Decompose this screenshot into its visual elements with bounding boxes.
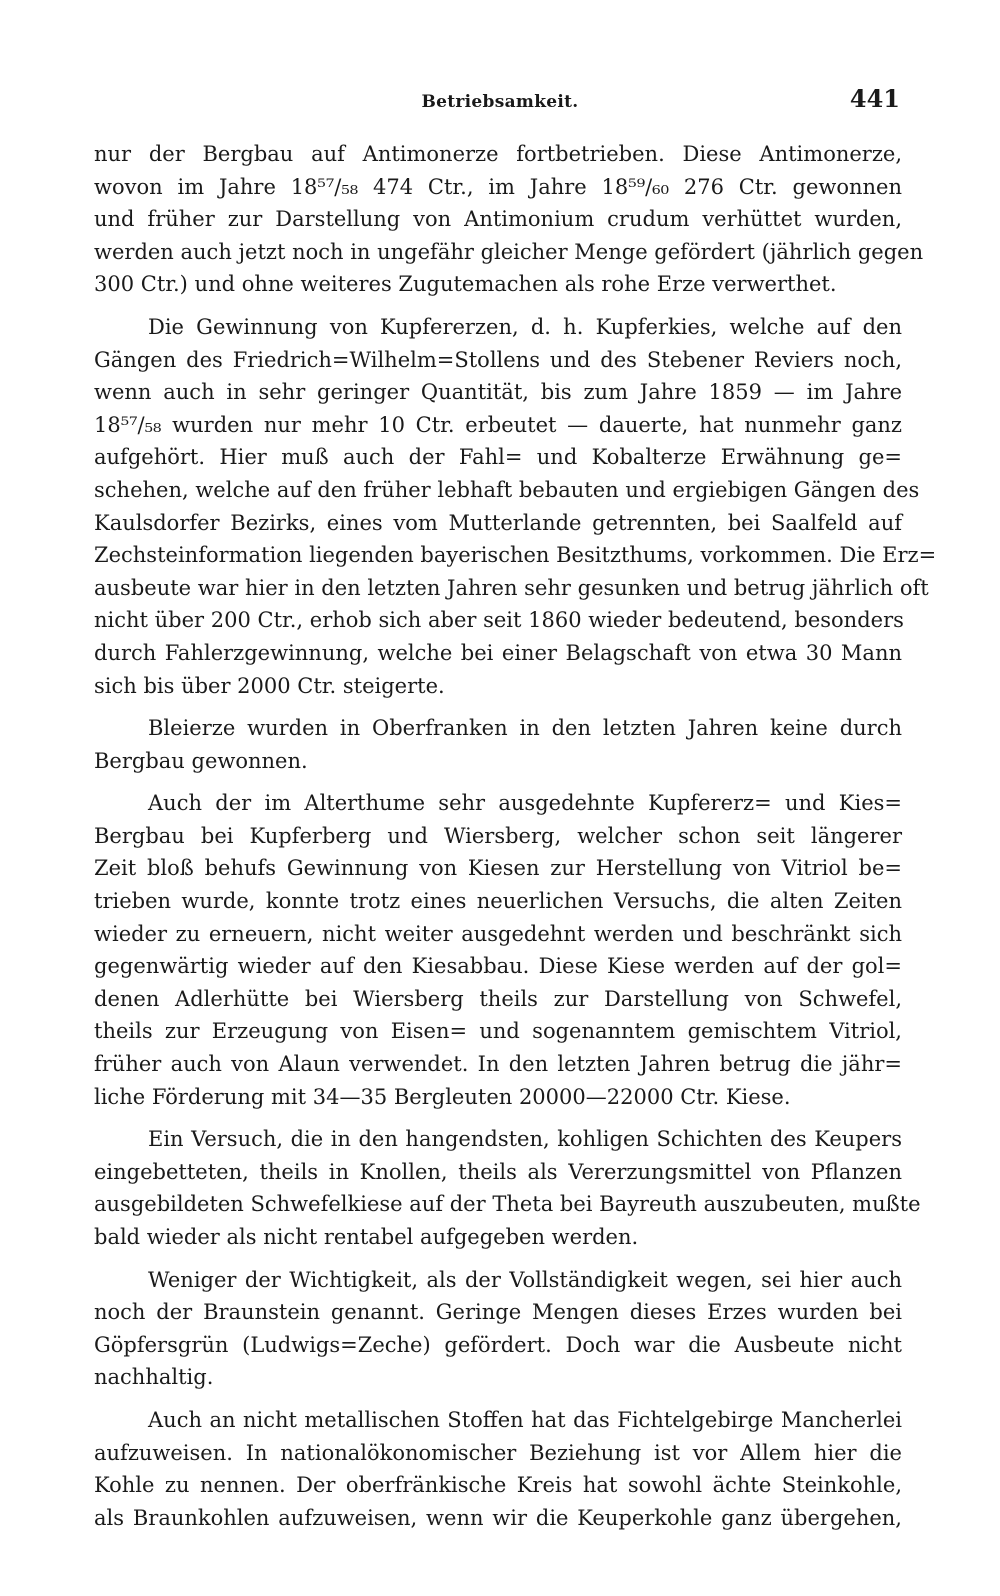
text-line: 300 Ctr.) und ohne weiteres Zugutemachen als rohe Erze verwerthet. [94, 272, 837, 297]
text-line: Bleierze wurden in Oberfranken in den letzten Jahren keine durch [148, 716, 902, 741]
body-text [94, 138, 937, 1544]
text-line: früher auch von Alaun verwendet. In den letzten Jahren betrug die jähr= [94, 1052, 902, 1077]
text-line: nur der Bergbau auf Antimonerze fortbetrieben. Diese Antimonerze, [94, 142, 902, 166]
running-title: Betriebsamkeit. [421, 92, 579, 112]
text-line: Auch an nicht metallischen Stoffen hat das Fichtelgebirge Mancherlei [148, 1407, 902, 1432]
text-line: Zeit bloß behufs Gewinnung von Kiesen zur Herstellung von Vitriol be= [94, 856, 902, 881]
text-line: denen Adlerhütte bei Wiersberg theils zur Darstellung von Schwefel, [94, 986, 902, 1011]
text-line: gegenwärtig wieder auf den Kiesabbau. Diese Kiese werden auf der gol= [94, 954, 902, 979]
text-line: schehen, welche auf den früher lebhaft bebauten und ergiebigen Gängen des [94, 477, 920, 502]
text-line: Kaulsdorfer Bezirks, eines vom Mutterlande getrennten, bei Saalfeld auf [94, 510, 902, 535]
paragraph-lead-ores [94, 712, 902, 777]
text-line: trieben wurde, konnte trotz eines neuerlichen Versuchs, die alten Zeiten [94, 889, 902, 914]
text-line: eingebetteten, theils in Knollen, theils als Vererzungsmittel von Pflanzen [94, 1159, 902, 1184]
text-line: Zechsteinformation liegenden bayerischen Besitzthums, vorkommen. Die Erz= [94, 543, 937, 568]
text-line: wenn auch in sehr geringer Quantität, bis zum Jahre 1859 — im Jahre [94, 380, 902, 405]
text-line: theils zur Erzeugung von Eisen= und sogenanntem gemischtem Vitriol, [94, 1019, 902, 1044]
text-line: ausbeute war hier in den letzten Jahren sehr gesunken und betrug jährlich oft [94, 575, 929, 600]
paragraph-kupferberg-mining [94, 787, 902, 1113]
text-line: Die Gewinnung von Kupfererzen, d. h. Kupferkies, welche auf den [148, 314, 902, 339]
text-line: werden auch jetzt noch in ungefähr gleicher Menge gefördert (jährlich gegen [94, 239, 924, 264]
text-line: Auch der im Alterthume sehr ausgedehnte Kupfererz= und Kies= [148, 791, 902, 816]
paragraph-manganese [94, 1264, 902, 1394]
text-line: nicht über 200 Ctr., erhob sich aber seit 1860 wieder bedeutend, besonders [94, 608, 904, 633]
text-line: liche Förderung mit 34—35 Bergleuten 20000—22000 Ctr. Kiese. [94, 1084, 791, 1109]
page-header [0, 84, 1000, 120]
text-line: Göpfersgrün (Ludwigs=Zeche) gefördert. Doch war die Ausbeute nicht [94, 1332, 902, 1357]
text-line: Kohle zu nennen. Der oberfränkische Kreis hat sowohl ächte Steinkohle, [94, 1473, 902, 1498]
text-line: Bergbau gewonnen. [94, 748, 308, 773]
text-line: wovon im Jahre 18⁵⁷/₅₈ 474 Ctr., im Jahre 18⁵⁹/₆₀ 276 Ctr. gewonnen [94, 174, 902, 199]
text-line: Ein Versuch, die in den hangendsten, kohligen Schichten des Keupers [148, 1127, 902, 1152]
text-line: Weniger der Wichtigkeit, als der Vollständigkeit wegen, sei hier auch [148, 1267, 902, 1292]
text-line: durch Fahlerzgewinnung, welche bei einer Belagschaft von etwa 30 Mann [94, 640, 902, 665]
text-line: aufzuweisen. In nationalökonomischer Beziehung ist vor Allem hier die [94, 1440, 902, 1465]
text-line: aufgehört. Hier muß auch der Fahl= und Kobalterze Erwähnung ge= [94, 445, 902, 470]
paragraph-copper-ores [94, 311, 937, 702]
paragraph-non-metallic [94, 1404, 902, 1534]
text-line: ausgebildeten Schwefelkiese auf der Theta bei Bayreuth auszubeuten, mußte [94, 1192, 921, 1217]
text-line: sich bis über 2000 Ctr. steigerte. [94, 673, 445, 698]
text-line: bald wieder als nicht rentabel aufgegeben werden. [94, 1225, 639, 1249]
paragraph-pyrite-attempt [94, 1123, 921, 1253]
text-line: wieder zu erneuern, nicht weiter ausgedehnt werden und beschränkt sich [94, 921, 902, 946]
text-line: nachhaltig. [94, 1365, 214, 1390]
page-number: 441 [849, 84, 900, 113]
text-line: und früher zur Darstellung von Antimonium crudum verhüttet wurden, [94, 207, 902, 232]
text-line: Gängen des Friedrich=Wilhelm=Stollens und des Stebener Reviers noch, [94, 347, 902, 372]
text-line: als Braunkohlen aufzuweisen, wenn wir die Keuperkohle ganz übergehen, [94, 1505, 902, 1530]
text-line: Bergbau bei Kupferberg und Wiersberg, welcher schon seit längerer [94, 823, 902, 848]
paragraph-antimony [94, 138, 924, 301]
text-line: 18⁵⁷/₅₈ wurden nur mehr 10 Ctr. erbeutet — dauerte, hat nunmehr ganz [94, 412, 902, 437]
text-line: noch der Braunstein genannt. Geringe Mengen dieses Erzes wurden bei [94, 1300, 902, 1325]
